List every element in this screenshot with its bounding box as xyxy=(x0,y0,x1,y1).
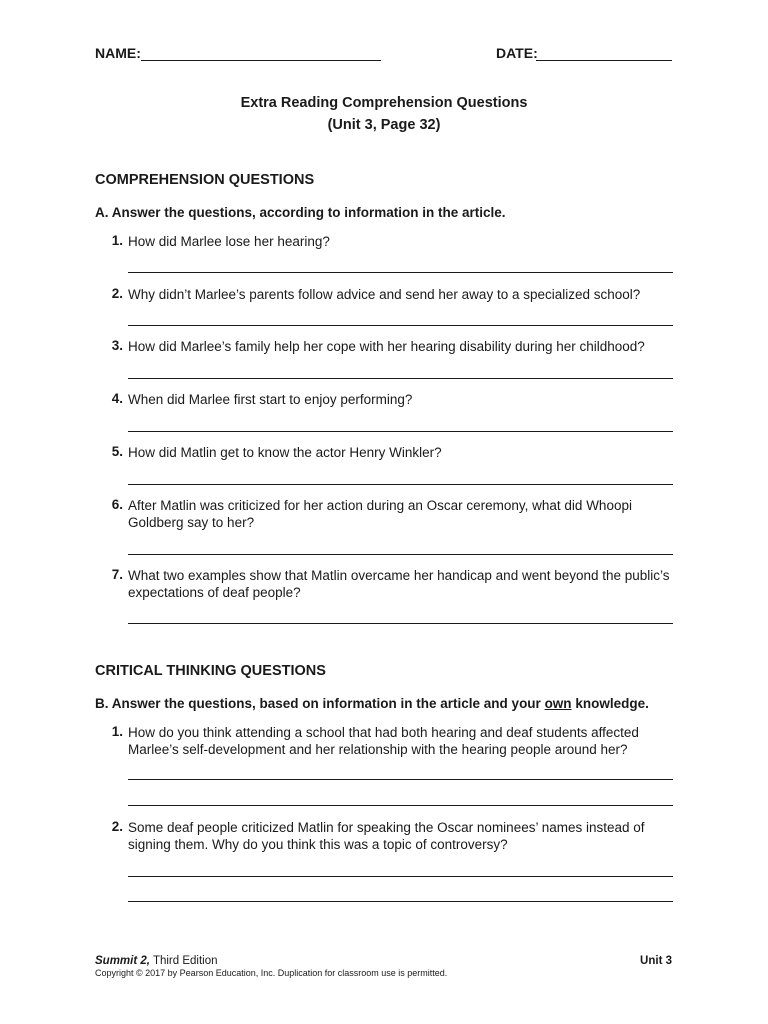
question-number: 4. xyxy=(111,391,123,406)
book-edition: Third Edition xyxy=(149,955,218,967)
name-label: NAME: xyxy=(95,45,141,61)
question-number: 7. xyxy=(111,567,123,582)
answer-line[interactable] xyxy=(128,876,673,877)
worksheet-title: Extra Reading Comprehension Questions xyxy=(240,95,528,111)
answer-line[interactable] xyxy=(128,554,673,555)
answer-line[interactable] xyxy=(128,805,673,806)
question-text: After Matlin was criticized for her action during an Oscar ceremony, what did Whoopi Goldberg say to her? xyxy=(128,498,632,530)
worksheet-subtitle: (Unit 3, Page 32) xyxy=(327,117,441,133)
footer-copyright: Copyright © 2017 by Pearson Education, Inc. Duplication for classroom use is permitted. xyxy=(95,968,448,978)
answer-line[interactable] xyxy=(128,484,673,485)
instruction-text: B. Answer the questions, based on information in the article and your xyxy=(95,696,545,711)
section-a-heading: COMPREHENSION QUESTIONS xyxy=(95,172,315,188)
name-field[interactable] xyxy=(141,60,381,61)
footer-book xyxy=(95,955,218,967)
question-number: 2. xyxy=(111,286,123,301)
answer-line[interactable] xyxy=(128,901,673,902)
question-text: What two examples show that Matlin overcame her handicap and went beyond the public’s expectations of deaf people? xyxy=(128,568,670,600)
date-field[interactable] xyxy=(536,60,672,61)
question-number: 3. xyxy=(111,338,123,353)
date-label: DATE: xyxy=(496,45,538,61)
answer-line[interactable] xyxy=(128,779,673,780)
question-number: 5. xyxy=(111,444,123,459)
question-text: How did Matlin get to know the actor Henry Winkler? xyxy=(128,445,442,460)
question-text: How did Marlee’s family help her cope with her hearing disability during her childhood? xyxy=(128,339,645,354)
question-text: When did Marlee first start to enjoy performing? xyxy=(128,392,413,407)
question-number: 1. xyxy=(111,233,123,248)
answer-line[interactable] xyxy=(128,623,673,624)
instruction-emphasis: own xyxy=(544,696,572,711)
section-b-heading: CRITICAL THINKING QUESTIONS xyxy=(95,663,326,679)
answer-line[interactable] xyxy=(128,431,673,432)
answer-line[interactable] xyxy=(128,378,673,379)
question-text: Why didn’t Marlee’s parents follow advice and send her away to a specialized school? xyxy=(128,287,641,302)
question-text: How do you think attending a school that had both hearing and deaf students affected Marlee’s self-development and her relationship with the hearing people around her? xyxy=(128,725,639,757)
answer-line[interactable] xyxy=(128,272,673,273)
instruction-text: knowledge. xyxy=(571,696,649,711)
section-b-instruction xyxy=(95,696,649,711)
book-title: Summit 2, xyxy=(95,955,150,967)
question-text: Some deaf people criticized Matlin for speaking the Oscar nominees’ names instead of signing them. Why do you think this was a topic of controversy? xyxy=(128,820,645,852)
section-a-instruction: A. Answer the questions, according to information in the article. xyxy=(95,205,506,220)
footer-unit: Unit 3 xyxy=(640,955,672,967)
question-number: 6. xyxy=(111,497,123,512)
question-text: How did Marlee lose her hearing? xyxy=(128,234,330,249)
answer-line[interactable] xyxy=(128,325,673,326)
question-number: 2. xyxy=(111,819,123,834)
question-number: 1. xyxy=(111,724,123,739)
